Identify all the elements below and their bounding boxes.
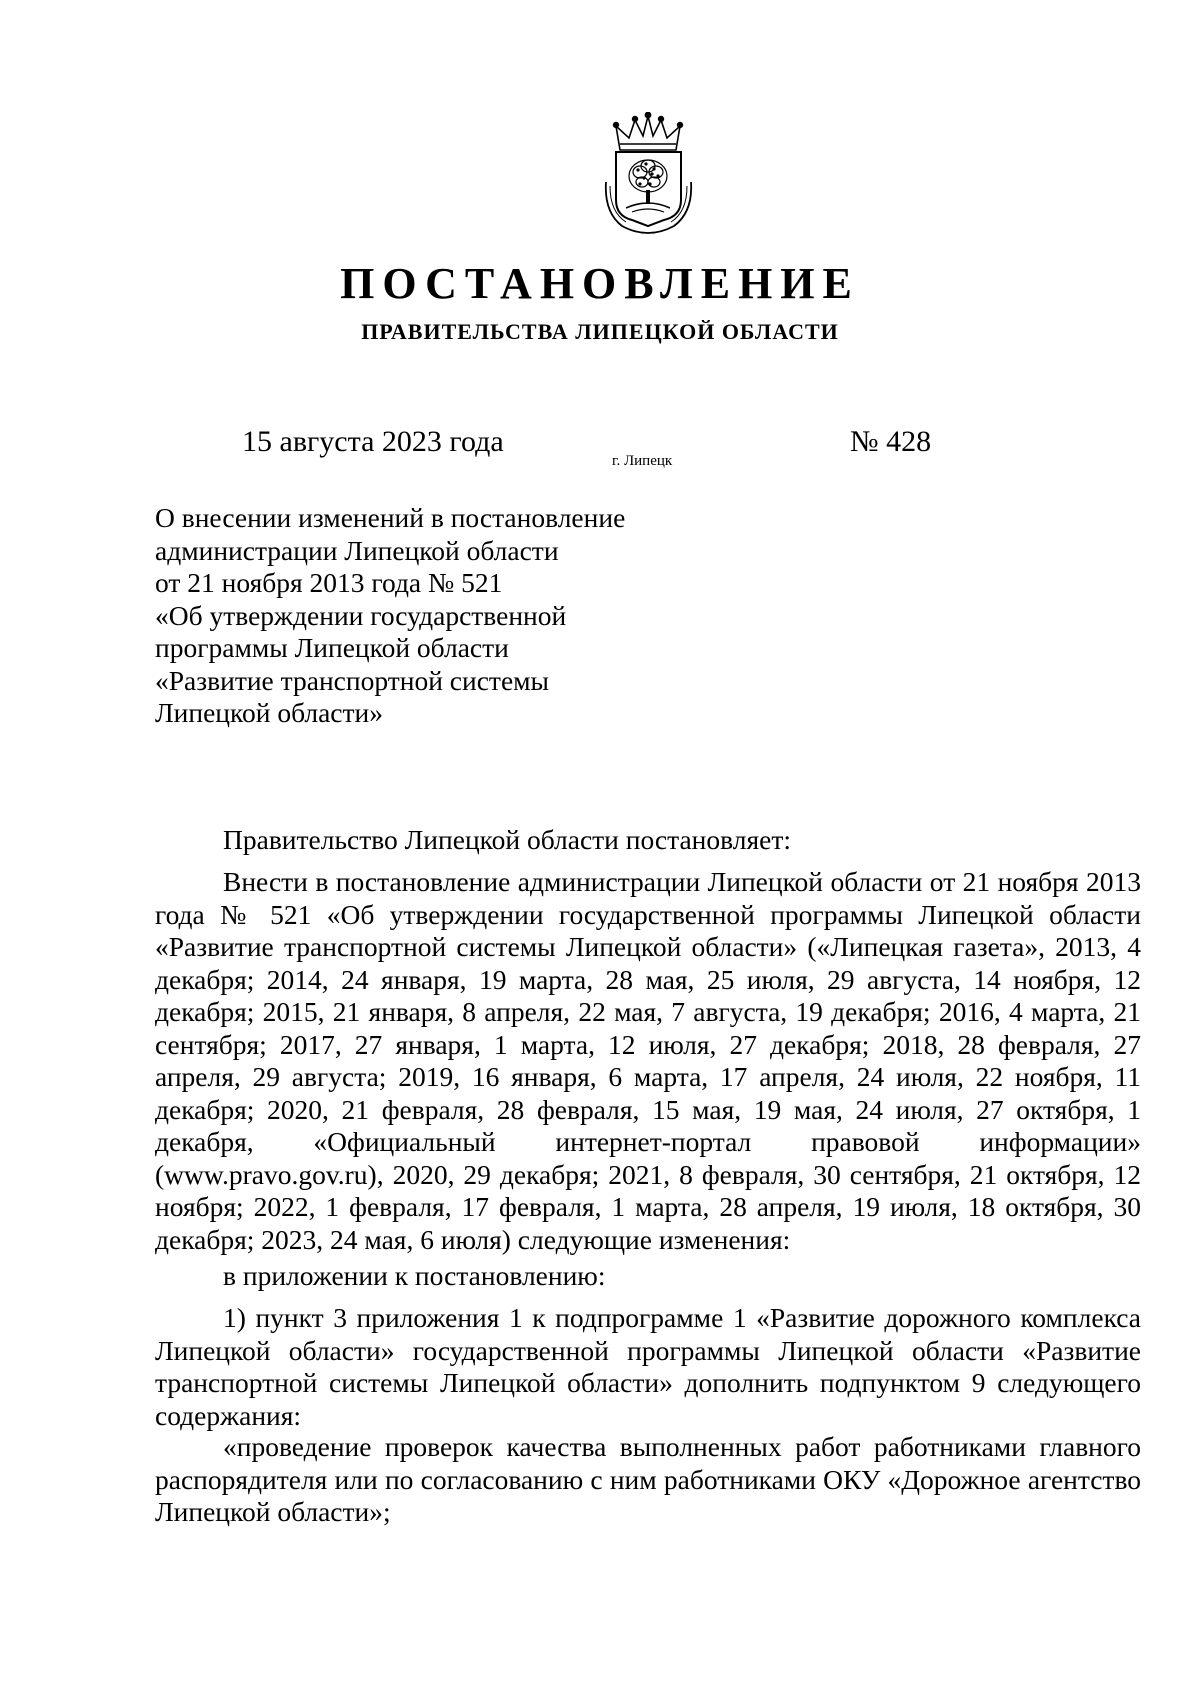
heading-line: «Об утверждении государственной bbox=[155, 599, 567, 631]
heading-line: от 21 ноября 2013 года № 521 bbox=[155, 567, 503, 598]
coat-of-arms-icon bbox=[602, 112, 695, 234]
body-paragraph-item-1: 1) пункт 3 приложения 1 к подпрограмме 1 «Развитие дорожного комплекса Липецкой области» государственной программы Липецкой области «Развитие транспортной системы Липецкой области» дополнить подпунктом 9 следующего содержания: bbox=[155, 1302, 1141, 1431]
document-number: № 428 bbox=[850, 425, 932, 458]
body-paragraph-preamble: Правительство Липецкой области постановляет: bbox=[223, 824, 792, 855]
document-heading bbox=[155, 502, 715, 730]
document-date: 15 августа 2023 года bbox=[242, 425, 504, 458]
body-paragraph-main: Внести в постановление администрации Липецкой области от 21 ноября 2013 года № 521 «Об утверждении государственной программы Липецкой области «Развитие транспортной системы Липецкой области» («Липецкая газета», 2013, 4 декабря; 2014, 24 января, 19 марта, 28 мая, 25 июля, 29 августа, 14 ноября, 12 декабря; 2015, 21 января, 8 апреля, 22 мая, 7 августа, 19 декабря; 2016, 4 марта, 21 сентября; 2017, 27 января, 1 марта, 12 июля, 27 декабря; 2018, 28 февраля, 27 апреля, 29 августа; 2019, 16 января, 6 марта, 17 апреля, 24 июля, 22 ноября, 11 декабря; 2020, 21 февраля, 28 февраля, 15 мая, 19 мая, 24 июля, 27 октября, 1 декабря, «Официальный интернет-портал правовой информации» (www.pravo.gov.ru), 2020, 29 декабря; 2021, 8 февраля, 30 сентября, 21 октября, 12 ноября; 2022, 1 февраля, 17 февраля, 1 марта, 28 апреля, 19 июля, 18 октября, 30 декабря; 2023, 24 мая, 6 июля) следующие изменения: bbox=[155, 866, 1141, 1255]
heading-line: администрации Липецкой области bbox=[155, 534, 559, 566]
document-title: ПОСТАНОВЛЕНИЕ bbox=[340, 259, 860, 308]
heading-line: программы Липецкой области bbox=[155, 632, 509, 663]
document-city: г. Липецк bbox=[612, 453, 673, 469]
issuing-body: ПРАВИТЕЛЬСТВА ЛИПЕЦКОЙ ОБЛАСТИ bbox=[361, 319, 839, 344]
body-paragraph-quote: «проведение проверок качества выполненных работ работниками главного распорядителя или по согласованию с ним работниками ОКУ «Дорожное агентство Липецкой области»; bbox=[155, 1431, 1141, 1527]
heading-line: Липецкой области» bbox=[155, 697, 383, 728]
heading-line: О внесении изменений в постановление bbox=[155, 502, 626, 533]
body-paragraph-annex: в приложении к постановлению: bbox=[223, 1260, 606, 1291]
heading-line: «Развитие транспортной системы bbox=[155, 664, 550, 696]
